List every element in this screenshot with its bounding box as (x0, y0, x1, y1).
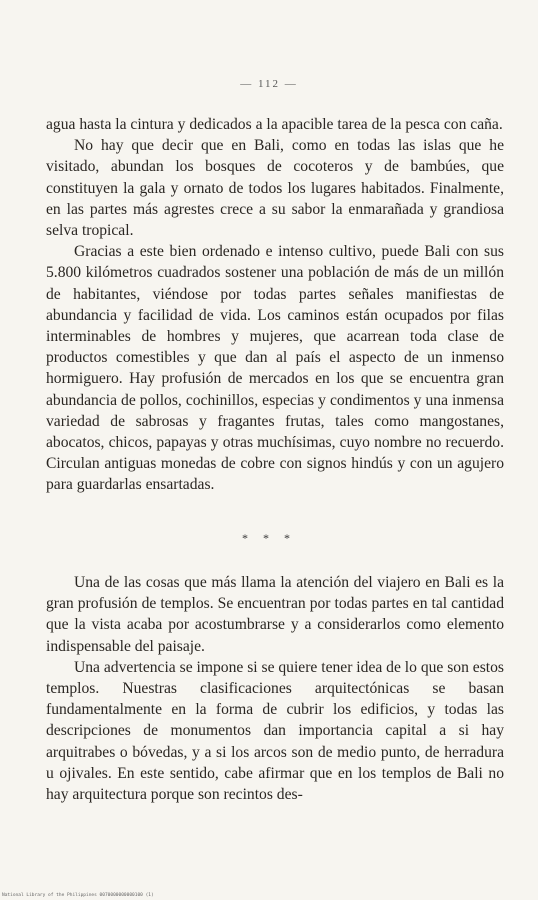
scan-footer: National Library of the Philippines 0070000000000100 (1) (2, 893, 154, 898)
section-separator: * * * (242, 531, 296, 545)
paragraph: No hay que decir que en Bali, como en todas las islas que he visitado, abundan los bosques de cocoteros y de bambúes, que constituyen la gala y ornato de todos los lugares habitados. Finalmente, en las partes más agrestes crece a su sabor la enmarañada y grandiosa selva tropical. (46, 137, 504, 240)
paragraph: Una de las cosas que más llama la atención del viajero en Bali es la gran profusión de templos. Se encuentran por todas partes en tal cantidad que la vista acaba por acostumbrarse y a considerarlos como elemento indispensable del paisaje. (46, 574, 504, 655)
paragraph: Gracias a este bien ordenado e intenso cultivo, puede Bali con sus 5.800 kilómetros cuadrados sostener una población de más de un millón de habitantes, viéndose por todas partes señales manifiestas de abundancia y facilidad de vida. Los caminos están ocupados por filas interminables de hombres y mujeres, que acarrean toda clase de productos comestibles y que dan al país el aspecto de un inmenso hormiguero. Hay profusión de mercados en los que se encuentra gran abundancia de pollos, cochinillos, especias y condimentos y una inmensa variedad de sabrosas y fragantes frutas, tales como mangostanes, abocatos, chicos, papayas y otras muchísimas, cuyo nombre no recuerdo. Circulan antiguas monedas de cobre con signos hindús y con un agujero para guardarlas ensartadas. (46, 243, 504, 494)
paragraph: Una advertencia se impone si se quiere tener idea de lo que son estos templos. Nuestras clasificaciones arquitectónicas se basan fundamentalmente en la forma de cubrir los edificios, y todas las descripciones de monumentos dan importancia capital a si hay arquitrabes o bóvedas, y a si los arcos son de medio punto, de herradura u ojivales. En este sentido, cabe afirmar que en los templos de Bali no hay arquitectura porque son recintos des- (46, 658, 504, 804)
text-block-bottom (46, 572, 504, 805)
text-block-top (46, 114, 504, 496)
page-number: — 112 — (240, 78, 298, 90)
paragraph: agua hasta la cintura y dedicados a la apacible tarea de la pesca con caña. (46, 116, 503, 133)
